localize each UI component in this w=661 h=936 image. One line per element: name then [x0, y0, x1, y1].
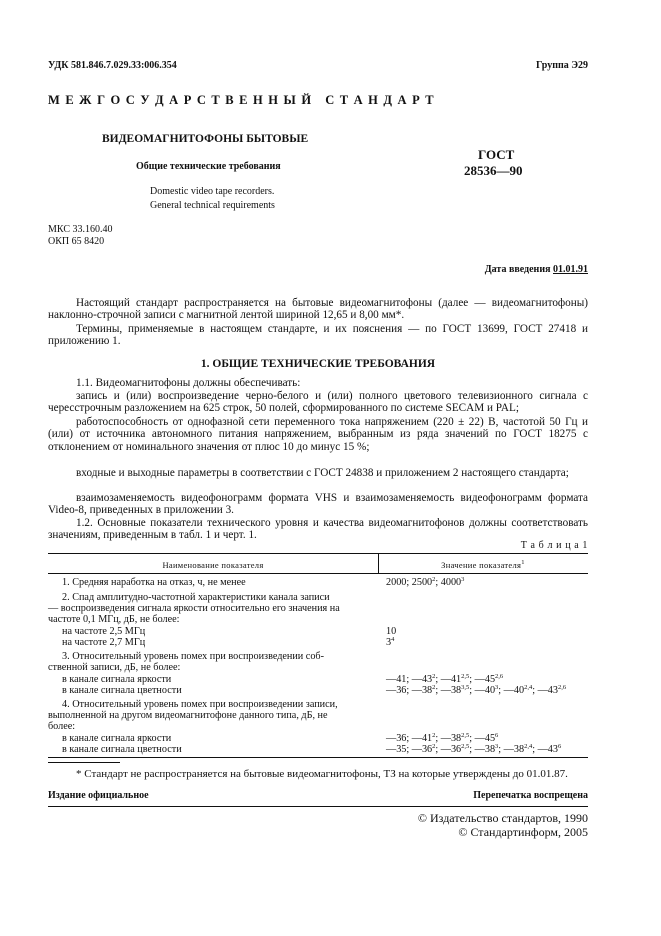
- table-caption: Т а б л и ц а 1: [520, 540, 588, 551]
- footer-rule: [48, 806, 588, 807]
- table-header-rule: [48, 573, 588, 574]
- para-1-1-b: работоспособность от однофазной сети переменного тока напряжением (220 ± 22) В, частотой 50 Гц и (или) от источника автономного питания напряжением, выбранным из ряда значений по ГОСТ 18275 с отклонением от номинального значения от плюс 10 до минус 15 %;: [48, 416, 588, 453]
- intro-paragraph-1: Настоящий стандарт распространяется на бытовые видеомагнитофоны (далее — видеомагнитофоны) наклонно-строчной записи с магнитной лентой шириной 12,65 и 8,00 мм*.: [48, 297, 588, 322]
- row-4-name-line3: более:: [48, 721, 76, 732]
- row-4-name-line1: 4. Относительный уровень помех при воспроизведении записи,: [62, 699, 338, 710]
- document-title: ВИДЕОМАГНИТОФОНЫ БЫТОВЫЕ: [102, 133, 309, 145]
- row-3-sub-1: в канале сигнала яркости: [62, 674, 172, 685]
- row-2-name-line2: — воспроизведения сигнала яркости относительно его значения на: [48, 603, 340, 614]
- okp-code: ОКП 65 8420: [48, 236, 105, 247]
- gost-label: ГОСТ: [478, 147, 515, 162]
- row-4-sub-1: в канале сигнала яркости: [62, 733, 172, 744]
- row-2-name-line1: 2. Спад амплитудно-частотной характеристики канала записи: [62, 592, 330, 603]
- row-2-sub-1: на частоте 2,5 МГц: [62, 626, 146, 637]
- english-title-line1: Domestic video tape recorders.: [150, 186, 275, 197]
- interstate-standard-banner: М Е Ж Г О С У Д А Р С Т В Е Н Н Ы Й С Т А Н Д А Р Т: [48, 93, 435, 107]
- row-4-value-2: —35; $—36^2$; —36$^{2,5}$; $—38^3$; —38$^{2,4}$; $—43^6$: [386, 743, 562, 755]
- row-2-value-2: $3^4$: [386, 636, 395, 648]
- row-1-name: 1. Средняя наработка на отказ, ч, не менее: [62, 577, 246, 588]
- table-col2-header: Значение показателя$^1$: [441, 559, 525, 570]
- section-1-heading: 1. ОБЩИЕ ТЕХНИЧЕСКИЕ ТРЕБОВАНИЯ: [200, 358, 436, 370]
- reprint-prohibited-label: Перепечатка воспрещена: [473, 790, 588, 801]
- copyright-line-1: © Издательство стандартов, 1990: [417, 811, 588, 825]
- row-2-name-line3: частоте 0,1 МГц, дБ, не более:: [48, 614, 180, 625]
- table-bottom-rule: [48, 757, 588, 758]
- udk-code: УДК 581.846.7.029.33:006.354: [48, 60, 177, 71]
- effective-date: [420, 264, 588, 275]
- para-1-1-c: входные и выходные параметры в соответствии с ГОСТ 24838 и приложением 2 настоящего стандарта;: [76, 467, 569, 479]
- para-1-1: 1.1. Видеомагнитофоны должны обеспечивать:: [76, 377, 301, 389]
- table-top-rule: [48, 553, 588, 554]
- footnote: * Стандарт не распространяется на бытовые видеомагнитофоны, ТЗ на которые утверждены до 01.01.87.: [76, 768, 568, 780]
- table-col1-header: Наименование показателя: [162, 560, 264, 570]
- para-1-1-a: запись и (или) воспроизведение черно-белого и (или) полного цветового телевизионного сигнала с чересстрочным разложением на 625 строк, 50 полей, сформированного по системе SECAM и PAL;: [48, 390, 588, 415]
- copyright-line-2: © Стандартинформ, 2005: [458, 825, 588, 839]
- row-2-value-1: 10: [386, 626, 397, 637]
- intro-paragraph-2: Термины, применяемые в настоящем стандарте, и их пояснения — по ГОСТ 13699, ГОСТ 27418 и приложению 1.: [48, 323, 588, 348]
- official-edition-label: Издание официальное: [48, 790, 149, 801]
- group-code: Группа Э29: [536, 60, 588, 71]
- document-subtitle: Общие технические требования: [136, 161, 281, 172]
- english-title-line2: General technical requirements: [150, 200, 275, 211]
- row-3-name-line2: ственной записи, дБ, не более:: [48, 662, 181, 673]
- footnote-separator: [48, 762, 120, 763]
- row-3-value-2: —36; $—38^2$; —38$^{3,5}$; $—40^3$; —40$^{2,4}$; —43$^{2,6}$: [386, 684, 567, 696]
- row-4-sub-2: в канале сигнала цветности: [62, 744, 182, 755]
- row-3-name-line1: 3. Относительный уровень помех при воспроизведении соб-: [62, 651, 324, 662]
- para-1-1-d: взаимозаменяемость видеофонограмм формата VHS и взаимозаменяемость видеофонограмм формата Video-8, приведенных в приложении 3.: [48, 492, 588, 517]
- mks-code: МКС 33.160.40: [48, 224, 113, 235]
- effective-date-value: 01.01.91: [553, 264, 588, 275]
- row-1-value: 2000; 2500$^2$; 4000$^3$: [386, 576, 465, 588]
- gost-number: 28536—90: [464, 163, 523, 178]
- row-2-sub-2: на частоте 2,7 МГц: [62, 637, 146, 648]
- effective-date-label: Дата введения: [484, 264, 551, 275]
- row-3-sub-2: в канале сигнала цветности: [62, 685, 182, 696]
- para-1-2: 1.2. Основные показатели технического уровня и качества видеомагнитофонов должны соответствовать значениям, приведенным в табл. 1 и черт. 1.: [48, 517, 588, 542]
- row-4-value-1: —36; $—41^2$; —38$^{2,5}$; $—45^6$: [386, 732, 499, 744]
- row-4-name-line2: выполненной на другом видеомагнитофоне данного типа, дБ, не: [48, 710, 328, 721]
- row-3-value-1: —41; $—43^2$; —41$^{2,5}$; —45$^{2,6}$: [386, 673, 504, 685]
